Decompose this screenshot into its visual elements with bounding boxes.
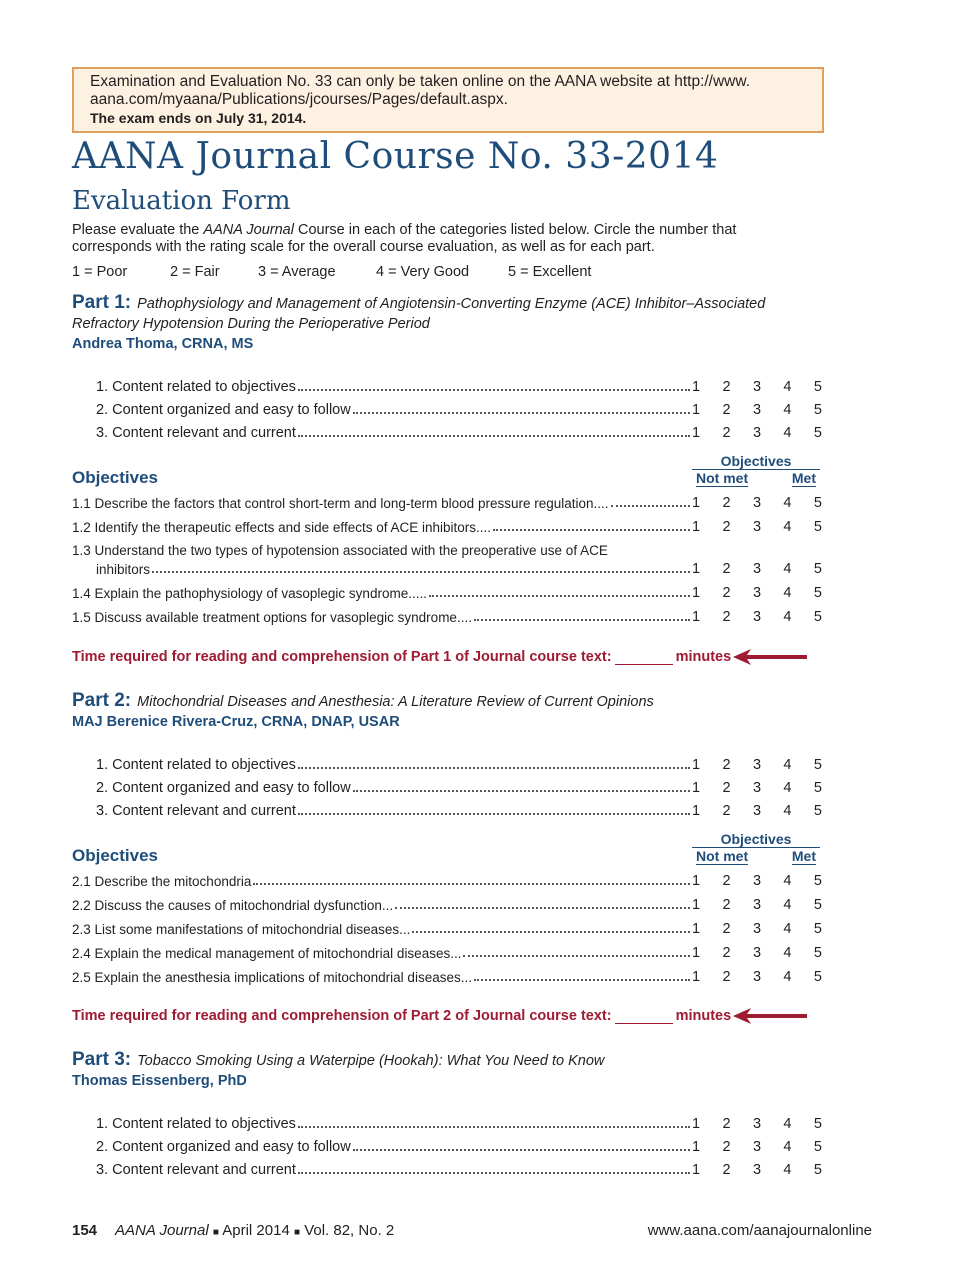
intro-post: Course in each of the categories listed below. Circle the number that corresponds with the rating scale for the overall course evaluation, as well as for each part. <box>72 222 737 255</box>
intro-journal-name: AANA Journal <box>203 222 294 238</box>
part-1-objective-1: 1.1 Describe the factors that control short-term and long-term blood pressure regulation.... 1 2 3 4 5 <box>72 495 822 511</box>
part-3-number: Part 3: <box>72 1049 132 1070</box>
part-2-objectives-heading: Objectives <box>72 846 158 865</box>
part-1-time-required: Time required for reading and comprehension of Part 1 of Journal course text: minutes <box>72 649 807 665</box>
part-2-item-2: 2. Content organized and easy to follow 1 2 3 4 5 <box>96 780 822 796</box>
part-1-objective-3b: inhibitors 1 2 3 4 5 <box>96 561 822 577</box>
time-blank[interactable] <box>615 1009 673 1024</box>
part-2-title: Mitochondrial Diseases and Anesthesia: A Literature Review of Current Opinions <box>137 694 654 710</box>
notice-deadline: The exam ends on July 31, 2014. <box>90 110 307 126</box>
time-blank[interactable] <box>615 650 673 665</box>
part-1-heading <box>72 293 812 334</box>
part-2-time-required: Time required for reading and comprehension of Part 2 of Journal course text: minutes <box>72 1008 807 1024</box>
scale-very-good: 4 = Very Good <box>376 264 470 280</box>
scale-excellent: 5 = Excellent <box>508 264 592 280</box>
notice-line-2: aana.com/myaana/Publications/jcourses/Pages/default.aspx. <box>90 91 508 108</box>
part-2-heading <box>72 691 812 712</box>
part-1-objectives-met-header: Objectives Not met Met <box>692 453 820 487</box>
footer-journal: AANA Journal <box>115 1222 209 1239</box>
arrow-left-icon <box>733 649 807 665</box>
intro-text <box>72 222 812 256</box>
part-3-item-3: 3. Content relevant and current 1 2 3 4 5 <box>96 1162 822 1178</box>
part-3-author: Thomas Eissenberg, PhD <box>72 1073 247 1089</box>
page-title: AANA Journal Course No. 33-2014 <box>72 136 719 177</box>
part-3-heading <box>72 1050 812 1071</box>
part-1-section <box>72 292 822 683</box>
page-subtitle: Evaluation Form <box>72 186 291 216</box>
part-1-objective-2: 1.2 Identify the therapeutic effects and side effects of ACE inhibitors.... 1 2 3 4 5 <box>72 519 822 535</box>
part-1-number: Part 1: <box>72 292 132 313</box>
part-2-objective-5: 2.5 Explain the anesthesia implications of mitochondrial diseases... 1 2 3 4 5 <box>72 969 822 985</box>
rating-numbers[interactable]: 1 2 3 4 5 <box>692 402 822 418</box>
part-2-objective-1: 2.1 Describe the mitochondria 1 2 3 4 5 <box>72 873 822 889</box>
arrow-left-icon <box>733 1008 807 1024</box>
rating-scale <box>72 264 591 280</box>
part-2-objective-3: 2.3 List some manifestations of mitochondrial diseases... 1 2 3 4 5 <box>72 921 822 937</box>
part-2-number: Part 2: <box>72 690 132 711</box>
part-2-author: MAJ Berenice Rivera-Cruz, CRNA, DNAP, USAR <box>72 714 400 730</box>
part-2-item-3: 3. Content relevant and current 1 2 3 4 5 <box>96 803 822 819</box>
notice-line-1: Examination and Evaluation No. 33 can only be taken online on the AANA website at http://www. <box>90 73 751 90</box>
part-2-section <box>72 690 822 1031</box>
scale-average: 3 = Average <box>258 264 336 280</box>
scale-poor: 1 = Poor <box>72 264 128 280</box>
footer-citation: 154 AANA Journal ■ April 2014 ■ Vol. 82, No. 2 <box>72 1222 395 1239</box>
part-3-item-1: 1. Content related to objectives 1 2 3 4 5 <box>96 1116 822 1132</box>
part-1-item-1: 1. Content related to objectives 1 2 3 4 5 <box>96 379 822 395</box>
part-1-item-3: 3. Content relevant and current 1 2 3 4 5 <box>96 425 822 441</box>
part-2-objective-2: 2.2 Discuss the causes of mitochondrial dysfunction... 1 2 3 4 5 <box>72 897 822 913</box>
page-number: 154 <box>72 1222 98 1239</box>
part-1-title: Pathophysiology and Management of Angiotensin-Converting Enzyme (ACE) Inhibitor–Associated Refractory Hypotension During the Perioperative Period <box>72 296 766 332</box>
part-3-title: Tobacco Smoking Using a Waterpipe (Hookah): What You Need to Know <box>137 1053 605 1069</box>
footer-issue: April 2014 <box>222 1222 290 1239</box>
intro-pre: Please evaluate the <box>72 222 204 238</box>
part-1-objectives-heading: Objectives <box>72 468 158 487</box>
footer-url[interactable]: www.aana.com/aanajournalonline <box>647 1222 872 1239</box>
part-1-objective-3a: 1.3 Understand the two types of hypotension associated with the preoperative use of ACE <box>72 543 608 558</box>
page-footer <box>72 1222 872 1239</box>
part-2-item-1: 1. Content related to objectives 1 2 3 4 5 <box>96 757 822 773</box>
rating-numbers[interactable]: 1 2 3 4 5 <box>692 379 822 395</box>
rating-numbers[interactable]: 1 2 3 4 5 <box>692 425 822 441</box>
part-1-objective-5: 1.5 Discuss available treatment options for vasoplegic syndrome.... 1 2 3 4 5 <box>72 609 822 625</box>
part-1-author: Andrea Thoma, CRNA, MS <box>72 336 254 352</box>
part-2-objective-4: 2.4 Explain the medical management of mitochondrial diseases... 1 2 3 4 5 <box>72 945 822 961</box>
footer-volume: Vol. 82, No. 2 <box>304 1222 395 1239</box>
part-1-objective-4: 1.4 Explain the pathophysiology of vasoplegic syndrome..... 1 2 3 4 5 <box>72 585 822 601</box>
exam-notice-box <box>72 67 824 133</box>
part-3-section <box>72 1049 822 1180</box>
part-3-item-2: 2. Content organized and easy to follow 1 2 3 4 5 <box>96 1139 822 1155</box>
part-2-objectives-met-header: Objectives Not met Met <box>692 831 820 865</box>
part-1-item-2: 2. Content organized and easy to follow 1 2 3 4 5 <box>96 402 822 418</box>
scale-fair: 2 = Fair <box>170 264 220 280</box>
